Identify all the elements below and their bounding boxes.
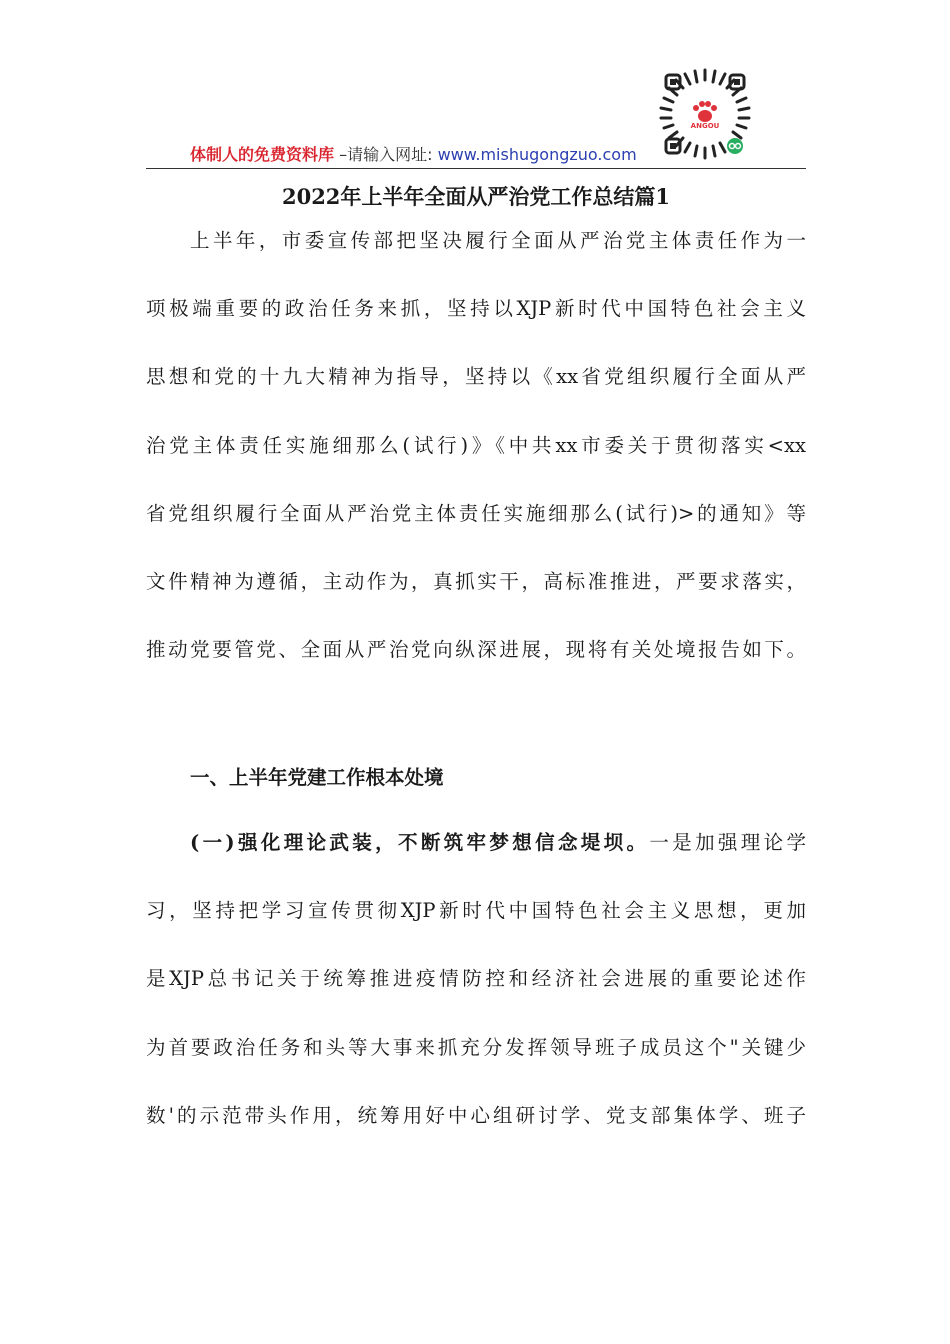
paragraph-section-1 — [146, 809, 806, 1150]
page-header — [146, 140, 806, 170]
svg-text:ANGOU: ANGOU — [690, 122, 720, 130]
paragraph-line: 为首要政治任务和头等大事来抓充分发挥领导班子成员这个"关键少 — [146, 1035, 806, 1059]
paragraph-intro — [146, 207, 806, 684]
paragraph-line: 数'的示范带头作用，统筹用好中心组研讨学、党支部集体学、班子 — [146, 1103, 806, 1127]
subheading-inline: (一)强化理论武装，不断筑牢梦想信念堤坝。 — [190, 831, 650, 854]
site-link[interactable]: www.mishugongzuo.com — [437, 145, 637, 164]
url-prompt: –请输入网址: — [334, 145, 438, 164]
paragraph-line: 项极端重要的政治任务来抓，坚持以XJP新时代中国特色社会主义 — [146, 297, 806, 321]
brand-text: 体制人的免费资料库 — [190, 145, 335, 164]
paragraph-line: 习，坚持把学习宣传贯彻XJP新时代中国特色社会主义思想，更加 — [146, 899, 806, 923]
paragraph-line: 治党主体责任实施细那么(试行)》《中共xx市委关于贯彻落实<xx — [146, 433, 806, 457]
paragraph-line: 推动党要管党、全面从严治党向纵深进展，现将有关处境报告如下。 — [146, 638, 806, 662]
paragraph-line: 是XJP总书记关于统筹推进疫情防控和经济社会进展的重要论述作 — [146, 967, 806, 991]
header-divider — [146, 168, 806, 169]
document-title: 2022年上半年全面从严治党工作总结篇1 — [281, 184, 671, 209]
paragraph-first-line — [146, 809, 806, 877]
paragraph-text: 一是加强理论学 — [649, 831, 806, 854]
paragraph-line: 文件精神为遵循，主动作为，真抓实干，高标准推进，严要求落实， — [146, 569, 806, 593]
paragraph-line: 上半年，市委宣传部把坚决履行全面从严治党主体责任作为一 — [190, 229, 806, 252]
paragraph-line: 省党组织履行全面从严治党主体责任实施细那么(试行)>的通知》等 — [146, 501, 806, 525]
section-heading: 一、上半年党建工作根本处境 — [190, 766, 444, 789]
paragraph-line: 思想和党的十九大精神为指导，坚持以《xx省党组织履行全面从严 — [146, 365, 806, 389]
